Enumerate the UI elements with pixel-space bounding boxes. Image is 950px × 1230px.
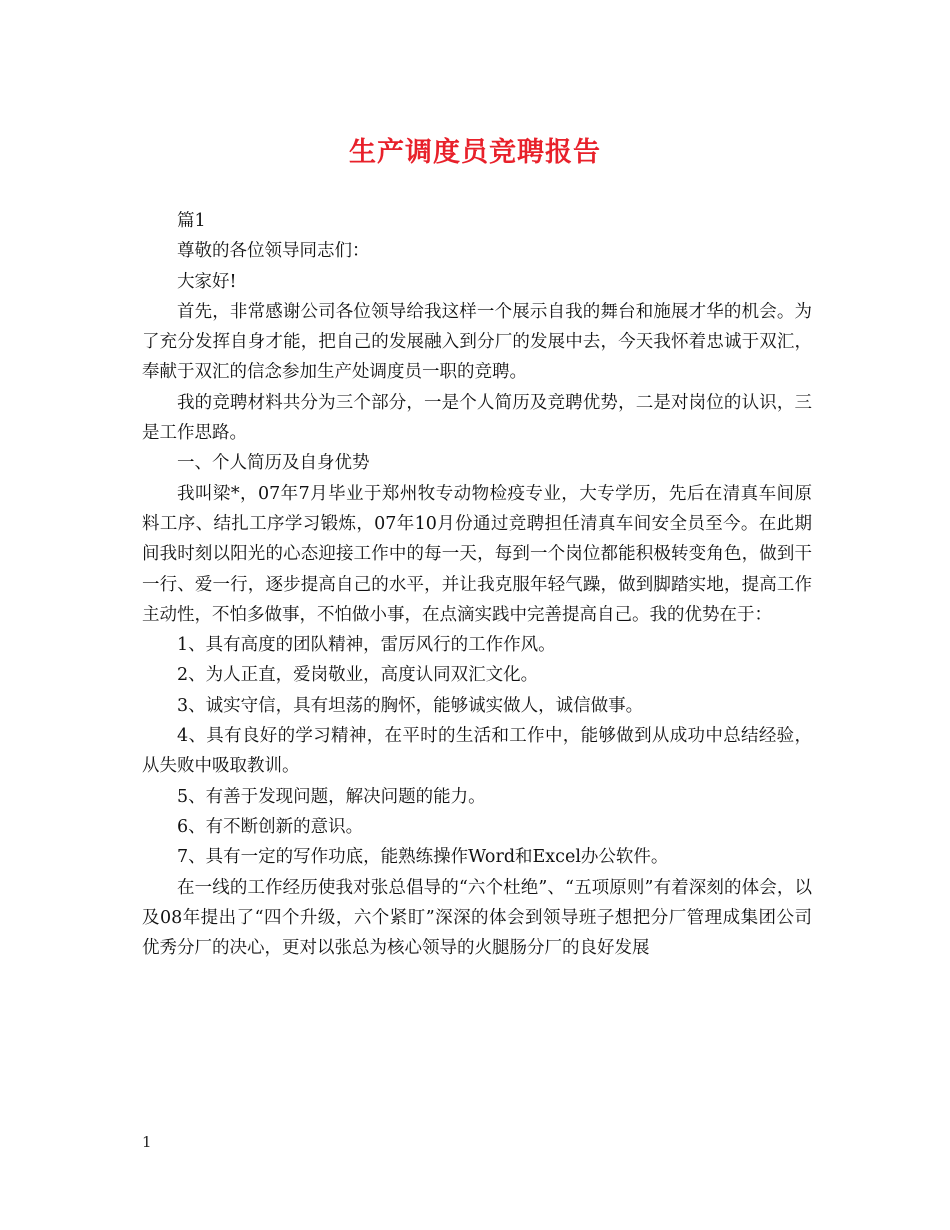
list-item-6: 6、有不断创新的意识。 [177,816,364,837]
list-item-1: 1、具有高度的团队精神，雷厉风行的工作作风。 [177,635,556,656]
page-number: 1 [142,1133,152,1151]
list-item-5: 5、有善于发现问题，解决问题的能力。 [177,786,486,807]
paragraph-heading-1: 一、个人简历及自身优势 [177,453,370,474]
paragraph-intro: 首先，非常感谢公司各位领导给我这样一个展示自我的舞台和施展才华的机会。为了充分发挥自身才能，把自己的发展融入到分厂的发展中去，今天我怀着忠诚于双汇，奉献于双汇的信念参加生产处调度员一职的竞聘。 [142,301,812,383]
list-item-2: 2、为人正直，爱岗敬业，高度认同双汇文化。 [177,665,539,686]
list-item-7: 7、具有一定的写作功底，能熟练操作Word和Excel办公软件。 [177,847,669,868]
document-title: 生产调度员竞聘报告 [349,137,601,168]
list-item-3: 3、诚实守信，具有坦荡的胸怀，能够诚实做人，诚信做事。 [177,695,644,716]
list-item-4: 4、具有良好的学习精神，在平时的生活和工作中，能够做到从成功中总结经验，从失败中吸取教训。 [142,726,812,777]
paragraph-resume: 我叫梁*，07年7月毕业于郑州牧专动物检疫专业，大专学历，先后在清真车间原料工序、结扎工序学习锻炼，07年10月份通过竞聘担任清真车间安全员至今。在此期间我时刻以阳光的心态迎接工作中的每一天，每到一个岗位都能积极转变角色，做到干一行、爱一行，逐步提高自己的水平，并让我克服年轻气躁，做到脚踏实地，提高工作主动性，不怕多做事，不怕做小事，在点滴实践中完善提高自己。我的优势在于： [142,483,812,625]
paragraph-outline: 我的竞聘材料共分为三个部分，一是个人简历及竞聘优势，二是对岗位的认识，三是工作思路。 [142,392,812,444]
paragraph-experience: 在一线的工作经历使我对张总倡导的“六个杜绝”、“五项原则”有着深刻的体会，以及08年提出了“四个升级，六个紧盯”深深的体会到领导班子想把分厂管理成集团公司优秀分厂的决心，更对以张总为核心领导的火腿肠分厂的良好发展 [142,877,812,959]
paragraph-salutation: 尊敬的各位领导同志们： [177,241,370,262]
paragraph-greeting: 大家好! [177,271,237,292]
document-body [142,206,812,963]
paragraph-section-label: 篇1 [177,211,206,231]
